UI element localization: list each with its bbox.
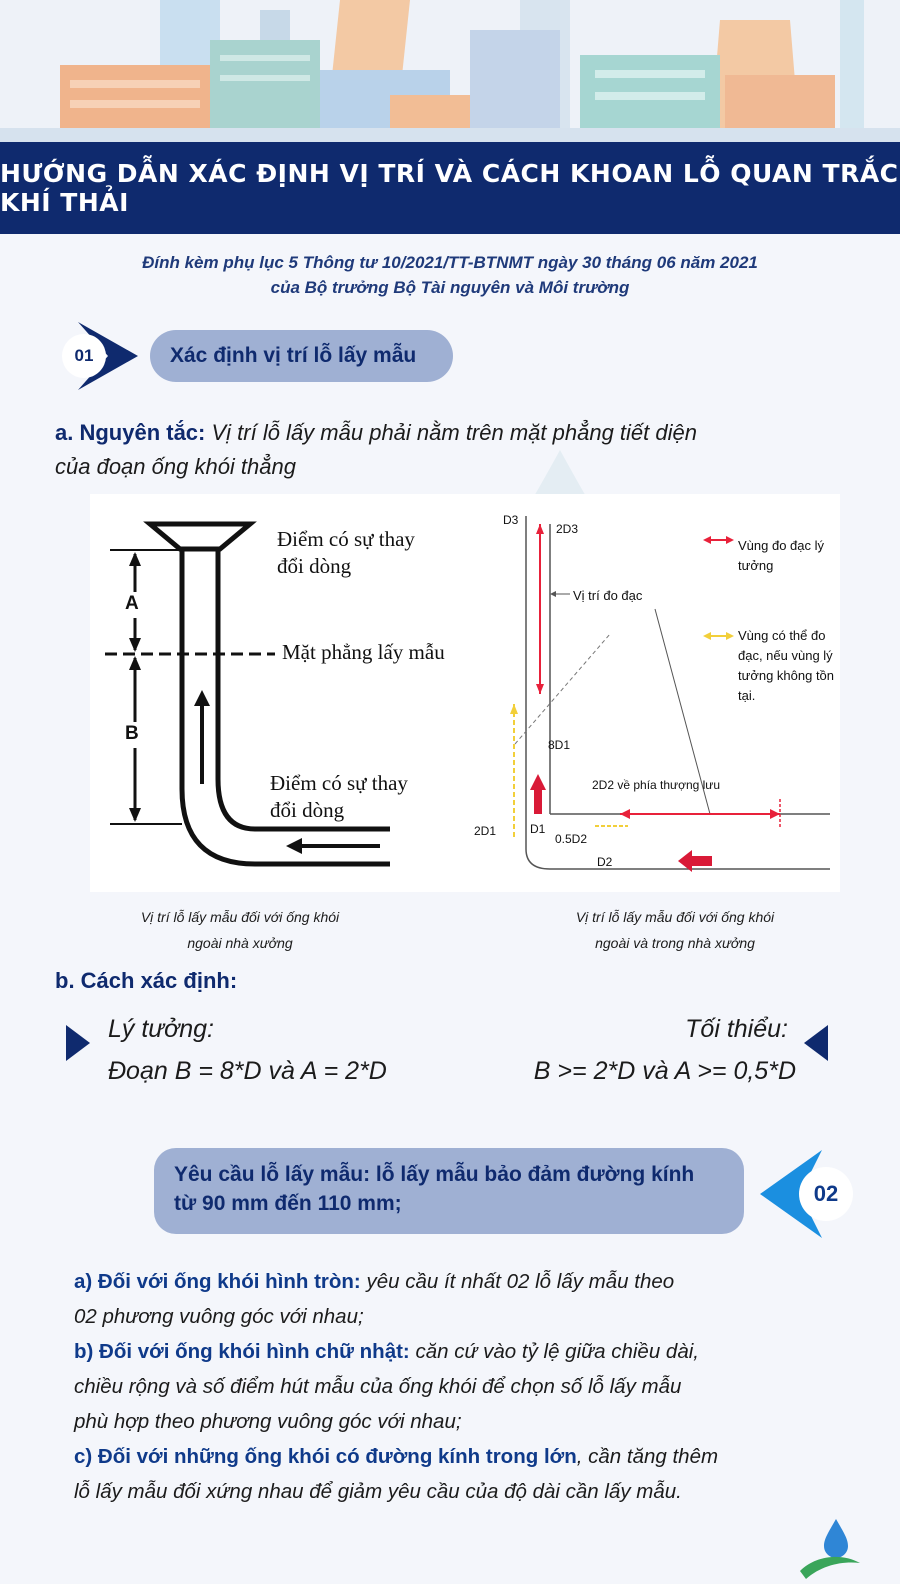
left-label-top-2: đổi dòng <box>277 554 352 578</box>
left-label-top-1: Điểm có sự thay <box>277 527 415 551</box>
left-caption <box>90 904 390 956</box>
legend-min-3: tưởng không tồn <box>738 668 835 683</box>
ideal-formula: Đoạn B = 8*D và A = 2*D <box>108 1057 387 1085</box>
right-d2: D2 <box>597 855 613 869</box>
subtitle <box>0 250 900 300</box>
legend-min-1: Vùng có thể đo <box>738 628 826 643</box>
section-2-title <box>154 1148 744 1234</box>
left-label-bottom <box>270 770 408 824</box>
minimum-marker-icon <box>802 1025 828 1061</box>
left-caption-2: ngoài nhà xưởng <box>187 935 293 951</box>
principle-text-1: Vị trí lỗ lấy mẫu phải nằm trên mặt phẳng tiết diện <box>205 420 697 445</box>
section-2-number: 02 <box>813 1181 839 1206</box>
item-c-label: c) Đối với những ống khói có đường kính trong lớn <box>74 1445 577 1468</box>
section-1-number: 01 <box>74 346 94 365</box>
right-2d1: 2D1 <box>474 824 497 838</box>
ideal-label: Lý tưởng: <box>108 1015 215 1043</box>
item-a-label: a) Đối với ống khói hình tròn: <box>74 1270 361 1293</box>
brand-logo-icon <box>798 1515 862 1579</box>
left-caption-1: Vị trí lỗ lấy mẫu đối với ống khói <box>140 909 340 925</box>
right-caption-2: ngoài và trong nhà xưởng <box>595 935 755 951</box>
ideal-block <box>108 1008 387 1092</box>
principle-text-2: của đoạn ống khói thẳng <box>55 454 296 479</box>
minimum-label: Tối thiểu: <box>685 1015 788 1043</box>
legend-min <box>738 626 834 706</box>
subtitle-line-2: của Bộ trưởng Bộ Tài nguyên và Môi trường <box>270 278 630 297</box>
legend-ideal <box>738 536 824 576</box>
section-2-title-line-1: Yêu cầu lỗ lấy mẫu: lỗ lấy mẫu bảo đảm đường kính <box>174 1163 695 1186</box>
right-2d3: 2D3 <box>556 522 579 536</box>
right-measure-pos: Vị trí đo đạc <box>573 588 643 603</box>
label-a: A <box>125 593 139 614</box>
page-title: HƯỚNG DẪN XÁC ĐỊNH VỊ TRÍ VÀ CÁCH KHOAN LỖ QUAN TRẮC KHÍ THẢI <box>0 142 900 234</box>
right-caption <box>525 904 825 956</box>
item-b-text-3: phù hợp theo phương vuông góc với nhau; <box>74 1410 462 1433</box>
principle-text <box>55 416 875 484</box>
minimum-formula: B >= 2*D và A >= 0,5*D <box>533 1057 796 1085</box>
item-a-text-2: 02 phương vuông góc với nhau; <box>74 1305 364 1328</box>
minimum-block <box>533 1008 796 1092</box>
left-label-top <box>277 526 415 580</box>
factory-banner <box>0 0 900 142</box>
legend-ideal-1: Vùng đo đạc lý <box>738 538 825 553</box>
method-label: b. Cách xác định: <box>55 968 238 993</box>
principle-label: a. Nguyên tắc: <box>55 420 206 445</box>
item-c-text-2: lỗ lấy mẫu đối xứng nhau để giảm yêu cầu của độ dài cần lấy mẫu. <box>74 1480 682 1503</box>
left-label-bottom-1: Điểm có sự thay <box>270 771 408 795</box>
subtitle-line-1: Đính kèm phụ lục 5 Thông tư 10/2021/TT-BTNMT ngày 30 tháng 06 năm 2021 <box>142 253 758 272</box>
item-a-text-1: yêu cầu ít nhất 02 lỗ lấy mẫu theo <box>360 1270 675 1293</box>
right-8d1: 8D1 <box>548 738 571 752</box>
right-d1: D1 <box>530 822 546 836</box>
factory-illustration <box>0 0 900 142</box>
left-label-middle: Mặt phẳng lấy mẫu <box>282 640 445 664</box>
right-caption-1: Vị trí lỗ lấy mẫu đối với ống khói <box>575 909 775 925</box>
left-label-bottom-2: đổi dòng <box>270 798 345 822</box>
legend-min-4: tại. <box>738 688 756 703</box>
legend-ideal-2: tưởng <box>738 558 774 573</box>
section-2-body <box>74 1264 874 1509</box>
right-d3: D3 <box>503 513 519 527</box>
label-b: B <box>125 723 139 744</box>
right-2d2: 2D2 về phía thượng lưu <box>592 778 721 792</box>
section-2-title-line-2: từ 90 mm đến 110 mm; <box>174 1192 402 1215</box>
item-b-text-1: căn cứ vào tỷ lệ giữa chiều dài, <box>409 1340 699 1363</box>
legend-min-2: đạc, nếu vùng lý <box>738 648 833 663</box>
ideal-marker-icon <box>66 1025 92 1061</box>
item-c-text-1: , cần tăng thêm <box>576 1445 719 1468</box>
right-0-5d2: 0.5D2 <box>555 832 588 846</box>
item-b-label: b) Đối với ống khói hình chữ nhật: <box>74 1340 410 1363</box>
item-b-text-2: chiều rộng và số điểm hút mẫu của ống khói để chọn số lỗ lấy mẫu <box>74 1375 682 1398</box>
section-1-title: Xác định vị trí lỗ lấy mẫu <box>150 330 453 382</box>
